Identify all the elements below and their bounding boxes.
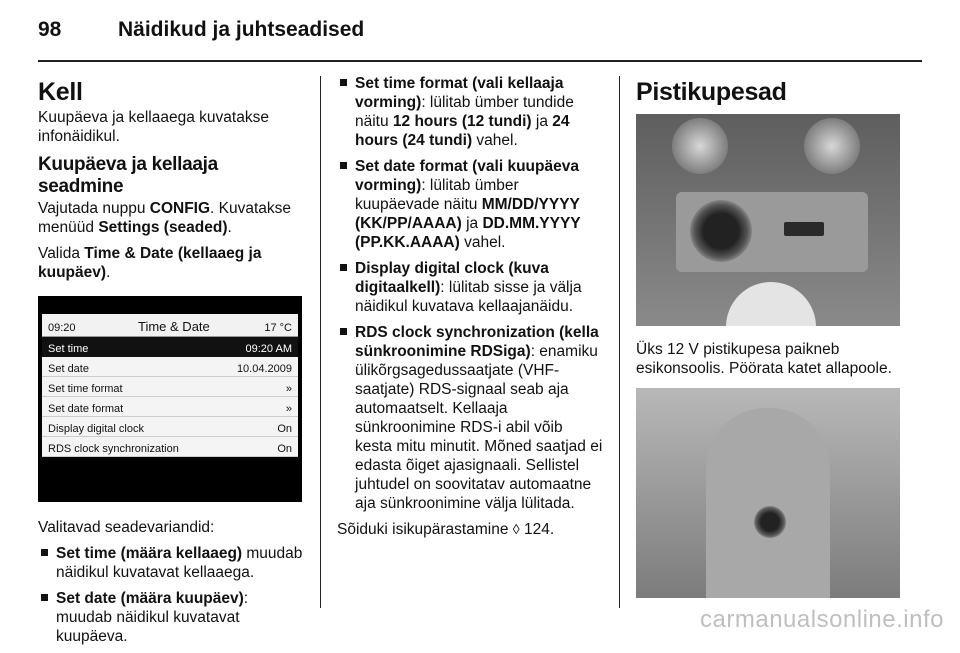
column-1 (38, 74, 304, 653)
watermark-text: carmanualsonline.info (700, 606, 944, 633)
bullet-date-format: Set date format (vali kuupäeva vorming): lülitab ümber kuupäevade näitu MM/DD/YYYY (KK/PP/AAAA) ja DD.MM.YYYY (PP.KK.AAAA) vahel. (337, 157, 603, 252)
socket-icon (754, 506, 786, 538)
bullet-set-time: Set time (määra kellaaeg) muudab näidikul kuvatavat kellaaega. (38, 544, 304, 582)
heading-setup: Kuupäeva ja kellaaja seadmine (38, 154, 218, 197)
paragraph-vehicle-ref: Sõiduki isikupärastamine ◊ 124. (337, 521, 555, 538)
column-2 (337, 74, 603, 546)
console-socket-photo (636, 388, 900, 598)
screen-row: Set date 10.04.2009 (42, 357, 298, 377)
heading-kell: Kell (38, 78, 83, 106)
bullet-icon (340, 162, 347, 169)
socket-icon (690, 200, 752, 262)
screen-row: Set time format » (42, 377, 298, 397)
screen-row: Set time 09:20 AM (42, 337, 298, 357)
screen-row: Set date format » (42, 397, 298, 417)
paragraph-kell: Kuupäeva ja kellaaega kuvatakse infonäidikul. (38, 109, 269, 145)
bullet-rds-sync: RDS clock synchronization (kella sünkroonimine RDSiga): enamiku ülikõrgsagedussaatjate (VHF-saatjate) RDS-signaal seab aja automaatselt. Kellaaja sünkroonimine RDS-i abil võib kesta mitu minutit. Mõned saatjad ei edasta õiget ajasignaali. Sellistel juhtudel on soovitatav automaatne aja sünkroonimine välja lülitada. (337, 323, 603, 513)
time-date-screen-image (38, 296, 302, 502)
heading-pistikupesad: Pistikupesad (636, 78, 787, 106)
screen-time: 09:20 (48, 322, 76, 334)
page-header (38, 14, 922, 54)
screen-row: Display digital clock On (42, 417, 298, 437)
bullet-icon (340, 264, 347, 271)
page-number: 98 (38, 18, 62, 41)
knob-right-icon (804, 118, 860, 174)
paragraph-config: Vajutada nuppu CONFIG. Kuvatakse menüüd Settings (seaded). (38, 200, 292, 236)
screen-row: RDS clock synchronization On (42, 437, 298, 457)
bullet-time-format: Set time format (vali kellaaja vorming): lülitab ümber tundide näitu 12 hours (12 tundi) ja 24 hours (24 tundi) vahel. (337, 74, 603, 150)
knob-left-icon (672, 118, 728, 174)
page-ref-icon: ◊ (512, 521, 520, 537)
screen-title: Time & Date (138, 319, 210, 334)
power-outlet-photo (636, 114, 900, 326)
screen-temperature: 17 °C (264, 322, 292, 334)
paragraph-time-date: Valida Time & Date (kellaaeg ja kuupäev). (38, 245, 262, 281)
page-title: Näidikud ja juhtseadised (118, 18, 365, 41)
paragraph-pistik: Üks 12 V pistikupesa paikneb esikonsoolis. Pöörata katet allapoole. (636, 341, 892, 377)
bullet-icon (340, 79, 347, 86)
bullet-icon (41, 594, 48, 601)
screen-status-bar (42, 314, 298, 337)
bullet-icon (41, 549, 48, 556)
paragraph-variants: Valitavad seadevariandid: (38, 519, 215, 536)
bullet-set-date: Set date (määra kuupäev): muudab näidikul kuvatavat kuupäeva. (38, 589, 304, 646)
bullet-digital-clock: Display digital clock (kuva digitaalkell): lülitab sisse ja välja näidikul kuvatava kellaajanäidu. (337, 259, 603, 316)
bullet-icon (340, 328, 347, 335)
header-rule (38, 60, 922, 62)
column-3 (636, 74, 902, 598)
console-tunnel (706, 408, 830, 598)
console-lower (726, 282, 816, 326)
column-divider-2 (619, 76, 620, 608)
column-divider-1 (320, 76, 321, 608)
usb-port-icon (784, 222, 824, 236)
